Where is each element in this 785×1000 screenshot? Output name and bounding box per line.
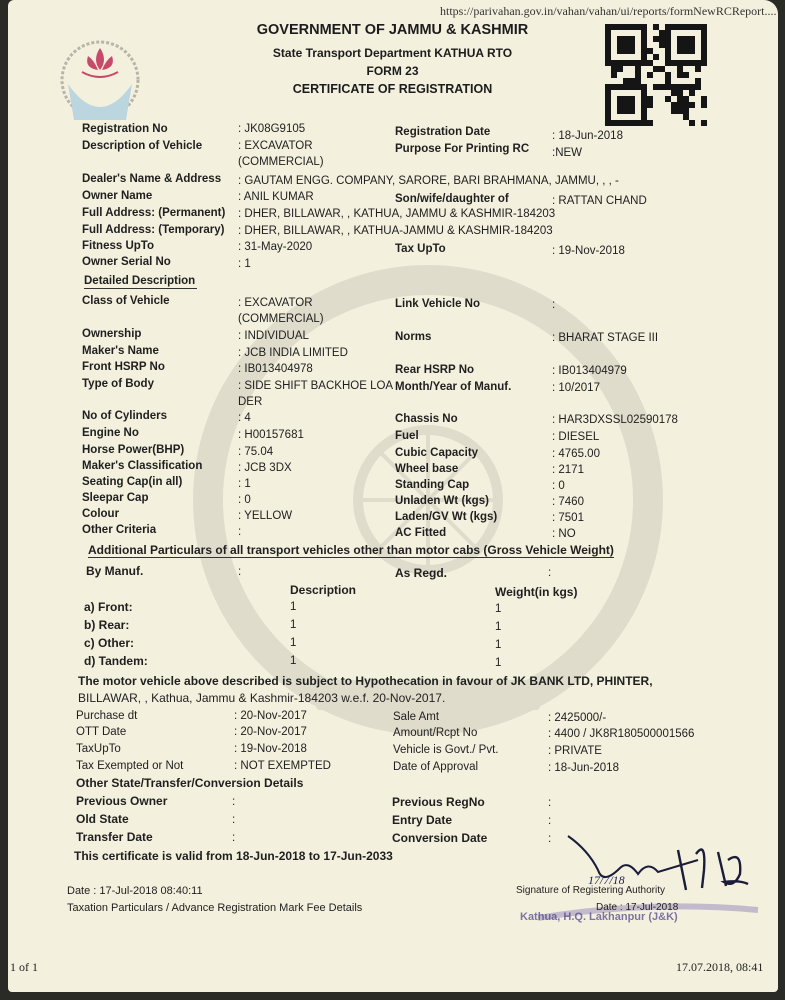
- transfer-heading: Other State/Transfer/Conversion Details: [76, 776, 304, 790]
- dealer-value: : GAUTAM ENGG. COMPANY, SARORE, BARI BRAHMANA, JAMMU, , , -: [238, 175, 619, 187]
- label: Cubic Capacity: [395, 447, 479, 459]
- mclass-value: : JCB 3DX: [238, 462, 292, 474]
- label: TaxUpTo: [76, 743, 121, 755]
- month-value: : 10/2017: [552, 382, 600, 394]
- label: Description of Vehicle: [82, 140, 203, 152]
- label: Norms: [395, 331, 432, 343]
- weight-row-desc: 1: [290, 655, 297, 667]
- label: Full Address: (Permanent): [82, 207, 226, 219]
- weight-row-weight: 1: [495, 603, 502, 615]
- amount-value: : 4400 / JK8R180500001566: [548, 728, 695, 740]
- ott-value: : 20-Nov-2017: [234, 726, 307, 738]
- column-header-weight: Weight(in kgs): [495, 585, 578, 599]
- norms-value: : BHARAT STAGE III: [552, 332, 659, 344]
- weight-row-desc: 1: [290, 637, 297, 649]
- ac-value: : NO: [552, 528, 576, 540]
- certificate-title: CERTIFICATE OF REGISTRATION: [292, 82, 493, 96]
- label: Fuel: [395, 430, 419, 442]
- label: Purchase dt: [76, 710, 138, 722]
- label: Tax Exempted or Not: [76, 760, 184, 772]
- unladen-value: : 7460: [552, 496, 584, 508]
- seat-value: : 1: [238, 478, 251, 490]
- sale-value: : 2425000/-: [548, 712, 607, 724]
- weight-row-weight: 1: [495, 639, 502, 651]
- rear-hsrp-value: : IB013404979: [552, 365, 627, 377]
- weight-row-label: d) Tandem:: [84, 654, 148, 668]
- footer-date: Date : 17-Jul-2018 08:40:11: [67, 885, 203, 897]
- label: Amount/Rcpt No: [393, 727, 478, 739]
- authority-stamp-place: Kathua, H.Q. Lakhanpur (J&K): [520, 911, 678, 923]
- handwritten-date: 17/7/18: [588, 873, 625, 887]
- taxation-particulars: Taxation Particulars / Advance Registration Mark Fee Details: [67, 902, 363, 914]
- weight-row-desc: 1: [290, 619, 297, 631]
- print-url: https://parivahan.gov.in/vahan/vahan/ui/reports/formNewRCReport....: [440, 4, 777, 18]
- label: As Regd.: [395, 566, 448, 580]
- old-state-value: :: [232, 814, 236, 826]
- additional-particulars-heading: Additional Particulars of all transport vehicles other than motor cabs (Gross Vehicle Weight): [88, 543, 614, 557]
- perm-address-value: : DHER, BILLAWAR, , KATHUA, JAMMU & KASHMIR-184203: [238, 208, 556, 220]
- purpose-value: :NEW: [552, 147, 583, 159]
- label: Month/Year of Manuf.: [395, 381, 512, 393]
- signature-label: Signature of Registering Authority: [516, 885, 665, 896]
- as-regd-value: :: [548, 567, 552, 579]
- transfer-value: :: [232, 832, 236, 844]
- link-value: :: [552, 299, 556, 311]
- label: Fitness UpTo: [82, 240, 154, 252]
- laden-value: : 7501: [552, 512, 584, 524]
- label: Class of Vehicle: [82, 295, 170, 307]
- label: Previous Owner: [76, 794, 168, 808]
- label: Type of Body: [82, 378, 154, 390]
- label: No of Cylinders: [82, 410, 167, 422]
- label: Link Vehicle No: [395, 298, 480, 310]
- other-value: :: [238, 526, 242, 538]
- label: Old State: [76, 812, 129, 826]
- prev-reg-value: :: [548, 797, 552, 809]
- label: Owner Serial No: [82, 256, 171, 268]
- class-value: : EXCAVATOR: [238, 297, 313, 309]
- wheel-value: : 2171: [552, 464, 584, 476]
- conversion-value: :: [548, 833, 552, 845]
- signature-date: Date : 17-Jul-2018: [596, 902, 679, 913]
- label: Conversion Date: [392, 831, 488, 845]
- label: Purpose For Printing RC: [395, 143, 530, 155]
- validity-statement: This certificate is valid from 18-Jun-2018 to 17-Jun-2033: [74, 849, 393, 863]
- label: Other Criteria: [82, 524, 157, 536]
- fuel-value: : DIESEL: [552, 431, 600, 443]
- sleep-value: : 0: [238, 494, 251, 506]
- department-title: State Transport Department KATHUA RTO: [272, 46, 513, 60]
- label: Seating Cap(in all): [82, 476, 183, 488]
- label: Horse Power(BHP): [82, 444, 185, 456]
- label: Full Address: (Temporary): [82, 224, 225, 236]
- son-value: : RATTAN CHAND: [552, 195, 647, 207]
- label: Entry Date: [392, 813, 453, 827]
- label: Engine No: [82, 427, 139, 439]
- hp-value: : 75.04: [238, 446, 274, 458]
- label: Maker's Classification: [82, 460, 203, 472]
- hypothecation-line-2: BILLAWAR, , Kathua, Jammu & Kashmir-184203 w.e.f. 20-Nov-2017.: [78, 691, 446, 705]
- column-header-description: Description: [290, 583, 357, 597]
- taxupto-value: : 19-Nov-2018: [234, 743, 307, 755]
- page-count: 1 of 1: [10, 960, 38, 974]
- stand-value: : 0: [552, 480, 565, 492]
- exempt-value: : NOT EXEMPTED: [234, 760, 331, 772]
- owner-value: : ANIL KUMAR: [238, 191, 314, 203]
- label: Chassis No: [395, 413, 458, 425]
- label: Maker's Name: [82, 345, 159, 357]
- label: Laden/GV Wt (kgs): [395, 511, 498, 523]
- label: Unladen Wt (kgs): [395, 495, 489, 507]
- desc-value-cont: (COMMERCIAL): [238, 156, 324, 168]
- weight-row-desc: 1: [290, 601, 297, 613]
- label: Previous RegNo: [392, 795, 485, 809]
- label: Transfer Date: [76, 830, 153, 844]
- label: Date of Approval: [393, 761, 479, 773]
- body-value-cont: DER: [238, 396, 263, 408]
- label: Registration Date: [395, 126, 491, 138]
- label: OTT Date: [76, 726, 127, 738]
- ownership-value: : INDIVIDUAL: [238, 330, 309, 342]
- label: Dealer's Name & Address: [82, 173, 222, 185]
- label: Standing Cap: [395, 479, 470, 491]
- government-title: GOVERNMENT OF JAMMU & KASHMIR: [256, 22, 529, 38]
- colour-value: : YELLOW: [238, 510, 293, 522]
- label: Ownership: [82, 328, 142, 340]
- desc-value: : EXCAVATOR: [238, 140, 313, 152]
- weight-row-label: b) Rear:: [84, 618, 130, 632]
- entry-value: :: [548, 815, 552, 827]
- maker-value: : JCB INDIA LIMITED: [238, 347, 348, 359]
- label: Tax UpTo: [395, 243, 446, 255]
- by-manuf-value: :: [238, 566, 242, 578]
- print-timestamp: 17.07.2018, 08:41: [676, 960, 764, 974]
- class-value-cont: (COMMERCIAL): [238, 313, 324, 325]
- cyl-value: : 4: [238, 412, 251, 424]
- tax-value: : 19-Nov-2018: [552, 245, 625, 257]
- label: Rear HSRP No: [395, 364, 475, 376]
- hypothecation-line-1: The motor vehicle above described is subject to Hypothecation in favour of JK BANK LTD, PHINTER,: [78, 674, 653, 688]
- fitness-value: : 31-May-2020: [238, 241, 313, 253]
- approval-value: : 18-Jun-2018: [548, 762, 619, 774]
- reg-date-value: : 18-Jun-2018: [552, 130, 623, 142]
- label: Colour: [82, 508, 120, 520]
- label: Registration No: [82, 123, 168, 135]
- label: Sale Amt: [393, 711, 440, 723]
- label: Front HSRP No: [82, 361, 165, 373]
- label: Wheel base: [395, 463, 459, 475]
- purchase-value: : 20-Nov-2017: [234, 710, 307, 722]
- label: By Manuf.: [86, 564, 144, 578]
- label: Son/wife/daughter of: [395, 193, 509, 205]
- prev-owner-value: :: [232, 796, 236, 808]
- weight-row-weight: 1: [495, 621, 502, 633]
- form-title: FORM 23: [366, 64, 419, 78]
- temp-address-value: : DHER, BILLAWAR, , KATHUA-JAMMU & KASHMIR-184203: [238, 225, 553, 237]
- weight-row-label: c) Other:: [84, 636, 135, 650]
- label: Sleepar Cap: [82, 492, 149, 504]
- govt-value: : PRIVATE: [548, 745, 602, 757]
- body-value: : SIDE SHIFT BACKHOE LOA: [238, 380, 394, 392]
- detailed-description-heading: Detailed Description: [84, 275, 196, 287]
- weight-row-weight: 1: [495, 657, 502, 669]
- reg-no-value: : JK08G9105: [238, 123, 306, 135]
- weight-row-label: a) Front:: [84, 600, 133, 614]
- front-hsrp-value: : IB013404978: [238, 363, 313, 375]
- label: AC Fitted: [395, 527, 447, 539]
- chassis-value: : HAR3DXSSL02590178: [552, 414, 678, 426]
- serial-value: : 1: [238, 258, 251, 270]
- label: Owner Name: [82, 190, 153, 202]
- cc-value: : 4765.00: [552, 448, 600, 460]
- engine-value: : H00157681: [238, 429, 304, 441]
- label: Vehicle is Govt./ Pvt.: [393, 744, 499, 756]
